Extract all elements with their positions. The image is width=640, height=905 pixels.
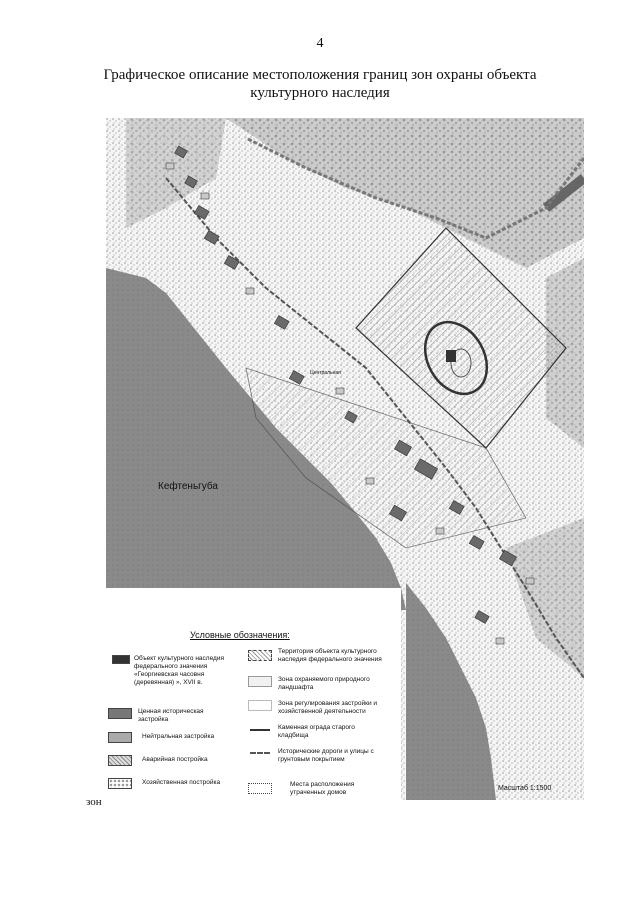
- dashed-road-icon: [250, 752, 270, 754]
- light-outline-icon: [248, 676, 272, 687]
- dotted-outline-icon: [248, 783, 272, 794]
- legend-territory: Территория объекта культурного наследия федерального значения: [278, 648, 382, 663]
- place-label: Кефтеньгуба: [158, 481, 218, 492]
- hatched-icon: [108, 755, 132, 766]
- legend-regulation: Зона регулирования застройки и хозяйственной деятельности: [278, 700, 378, 715]
- legend-fence: Каменная ограда старого кладбища: [278, 724, 355, 739]
- legend-landscape: Зона охраняемого природного ландшафта: [278, 676, 370, 691]
- legend-lost-houses: Места расположения утраченных домов: [290, 781, 355, 796]
- scale-label: Масштаб 1:1500: [498, 785, 552, 792]
- light-gray-fill-icon: [108, 732, 132, 743]
- chapel-object: [446, 350, 456, 362]
- dark-square-icon: [112, 655, 130, 664]
- legend-emergency: Аварийная постройка: [142, 756, 208, 763]
- gray-fill-icon: [108, 708, 132, 719]
- plain-outline-icon: [248, 700, 272, 711]
- dotted-icon: [108, 778, 132, 789]
- map-canvas: [106, 118, 584, 800]
- footer-text: зон: [86, 796, 102, 808]
- fence-line-icon: [250, 729, 270, 731]
- legend-household: Хозяйственная постройка: [142, 779, 221, 786]
- legend-cutout: [106, 588, 401, 800]
- legend-federal-object: Объект культурного наследия федерального значения «Георгиевская часовня (деревянная) », XVII в.: [134, 655, 224, 686]
- map-area: [106, 118, 584, 800]
- legend-valuable: Ценная историческая застройка: [138, 708, 204, 723]
- legend-heading: Условные обозначения:: [190, 630, 290, 640]
- legend-neutral: Нейтральная застройка: [142, 733, 215, 740]
- road-label: Центральная: [310, 370, 341, 376]
- legend-roads: Исторические дороги и улицы с грунтовым покрытием: [278, 748, 374, 763]
- diagonal-hatch-icon: [248, 650, 272, 661]
- page-number: 4: [316, 36, 324, 51]
- page-title: Графическое описание местоположения границ зон охраны объекта культурного наследия: [103, 67, 537, 101]
